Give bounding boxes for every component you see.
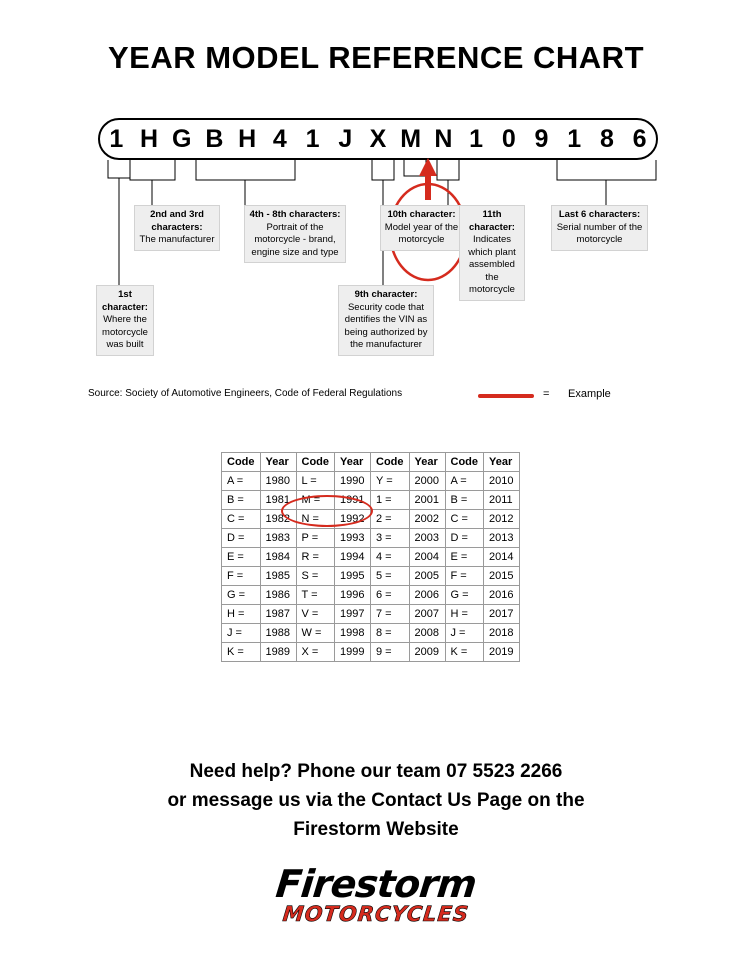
legend-equals: = [543,388,550,400]
vin-char: 6 [632,125,647,153]
table-cell: 2003 [409,529,445,548]
table-cell: C = [222,510,261,529]
help-line-2: or message us via the Contact Us Page on the [167,790,585,811]
table-cell: 1983 [260,529,296,548]
table-cell: 1999 [335,643,371,662]
table-cell: V = [296,605,335,624]
callout-heading: 1st character: [102,289,148,313]
table-cell: 2015 [484,567,520,586]
help-text [0,757,752,844]
table-cell: 1985 [260,567,296,586]
table-cell: 2018 [484,624,520,643]
vin-char: 0 [501,125,516,153]
table-header-cell: Year [335,453,371,472]
table-cell: 1996 [335,586,371,605]
table-cell: 2008 [409,624,445,643]
year-code-table [221,452,520,662]
model-year-arrow [419,158,437,200]
callout-11th-character [459,205,525,301]
table-cell: 2007 [409,605,445,624]
table-row [222,586,520,605]
table-cell: B = [445,491,484,510]
vin-char: J [338,125,353,153]
table-cell: T = [296,586,335,605]
table-cell: 2012 [484,510,520,529]
table-cell: G = [445,586,484,605]
table-header-cell: Year [409,453,445,472]
table-cell: H = [222,605,261,624]
callout-body: Security code that dentifies the VIN as being authorized by the manufacturer [344,301,428,350]
table-row [222,548,520,567]
callout-10th-character [380,205,463,251]
table-cell: W = [296,624,335,643]
table-header-cell: Year [484,453,520,472]
table-cell: 1987 [260,605,296,624]
vin-capsule [98,118,658,160]
callout-last-6-characters [551,205,648,251]
table-cell: L = [296,472,335,491]
table-header-cell: Code [371,453,410,472]
vin-char: 8 [599,125,614,153]
table-cell-highlighted: 1991 [335,491,371,510]
table-cell: 7 = [371,605,410,624]
table-row [222,605,520,624]
table-cell: 1989 [260,643,296,662]
page-title: YEAR MODEL REFERENCE CHART [107,40,645,75]
table-cell: 1980 [260,472,296,491]
table-cell: 9 = [371,643,410,662]
table-cell-highlighted: M = [296,491,335,510]
vin-char: 4 [272,125,287,153]
table-cell: 1992 [335,510,371,529]
table-cell: D = [222,529,261,548]
vin-char: 1 [469,125,484,153]
table-cell: 1995 [335,567,371,586]
table-cell: 2014 [484,548,520,567]
table-cell: 2013 [484,529,520,548]
source-note: Source: Society of Automotive Engineers, Code of Federal Regulations [88,388,403,399]
vin-char-highlighted: M [400,125,422,153]
callout-heading: 2nd and 3rd characters: [150,209,204,233]
table-cell: 6 = [371,586,410,605]
legend-label: Example [568,388,611,400]
table-cell: P = [296,529,335,548]
callout-heading: 11th character: [469,209,515,233]
table-cell: Y = [371,472,410,491]
table-cell: 2019 [484,643,520,662]
legend-swatch-icon [478,394,534,398]
callout-heading: Last 6 characters: [558,209,641,220]
table-cell: 2002 [409,510,445,529]
table-cell: 1986 [260,586,296,605]
table-cell: A = [222,472,261,491]
firestorm-logo [196,862,556,934]
vin-char: 1 [305,125,320,153]
table-row [222,567,520,586]
callout-body: Where the motorcycle was built [102,314,148,350]
table-cell: 2006 [409,586,445,605]
vin-char: B [205,125,224,153]
table-cell: 1993 [335,529,371,548]
table-cell: N = [296,510,335,529]
table-cell: 8 = [371,624,410,643]
vin-char: H [238,125,257,153]
table-cell: 1982 [260,510,296,529]
vin-char: G [172,125,192,153]
table-header-cell: Code [296,453,335,472]
help-line-3: Firestorm Website [293,819,459,840]
table-cell: F = [445,567,484,586]
table-cell: H = [445,605,484,624]
table-cell: 2011 [484,491,520,510]
callout-body: Portrait of the motorcycle - brand, engine size and type [251,221,339,258]
table-cell: 1998 [335,624,371,643]
table-cell: 4 = [371,548,410,567]
vin-char: X [369,125,387,153]
vin-char: 1 [109,125,124,153]
table-cell: 1981 [260,491,296,510]
callout-body: The manufacturer [139,234,215,245]
table-cell: E = [222,548,261,567]
table-cell: 3 = [371,529,410,548]
table-cell: 1990 [335,472,371,491]
table-header-row [222,453,520,472]
table-cell: 2 = [371,510,410,529]
table-cell: 2017 [484,605,520,624]
vin-char: 1 [567,125,582,153]
table-cell: J = [445,624,484,643]
table-cell: G = [222,586,261,605]
table-cell: 2005 [409,567,445,586]
table-cell: K = [445,643,484,662]
table-cell: 1997 [335,605,371,624]
table-cell: J = [222,624,261,643]
table-row [222,472,520,491]
table-header-cell: Year [260,453,296,472]
callout-1st-character [96,285,154,356]
callout-heading: 4th - 8th characters: [249,209,341,220]
table-header-cell: Code [222,453,261,472]
callout-4th-8th-characters [244,205,346,263]
table-cell: B = [222,491,261,510]
table-cell: 1994 [335,548,371,567]
table-row [222,529,520,548]
table-row [222,491,520,510]
callout-body: Indicates which plant assembled the motorcycle [468,234,516,295]
logo-wordmark: Firestorm [273,862,479,906]
table-cell: 2010 [484,472,520,491]
vin-char: N [434,125,453,153]
callout-2nd-3rd-characters [134,205,220,251]
table-header-cell: Code [445,453,484,472]
callout-body: Model year of the motorcycle [384,221,459,245]
table-cell: E = [445,548,484,567]
help-line-1: Need help? Phone our team 07 5523 2266 [189,761,563,782]
table-cell: C = [445,510,484,529]
table-cell: 2009 [409,643,445,662]
table-cell: K = [222,643,261,662]
callout-9th-character [338,285,434,356]
logo-subtitle: MOTORCYCLES [281,902,471,926]
table-cell: 2004 [409,548,445,567]
table-row [222,624,520,643]
table-cell: 1984 [260,548,296,567]
table-row [222,643,520,662]
table-cell: 1 = [371,491,410,510]
callout-body: Serial number of the motorcycle [556,221,643,245]
table-cell: S = [296,567,335,586]
table-cell: 2000 [409,472,445,491]
callout-heading: 9th character: [354,289,418,300]
table-cell: 2016 [484,586,520,605]
table-cell: F = [222,567,261,586]
table-cell: 1988 [260,624,296,643]
vin-char: H [140,125,159,153]
table-cell: A = [445,472,484,491]
callout-heading: 10th character: [387,209,456,220]
table-cell: D = [445,529,484,548]
table-cell: R = [296,548,335,567]
table-cell: 5 = [371,567,410,586]
table-cell: X = [296,643,335,662]
table-row [222,510,520,529]
vin-char: 9 [534,125,549,153]
table-cell: 2001 [409,491,445,510]
